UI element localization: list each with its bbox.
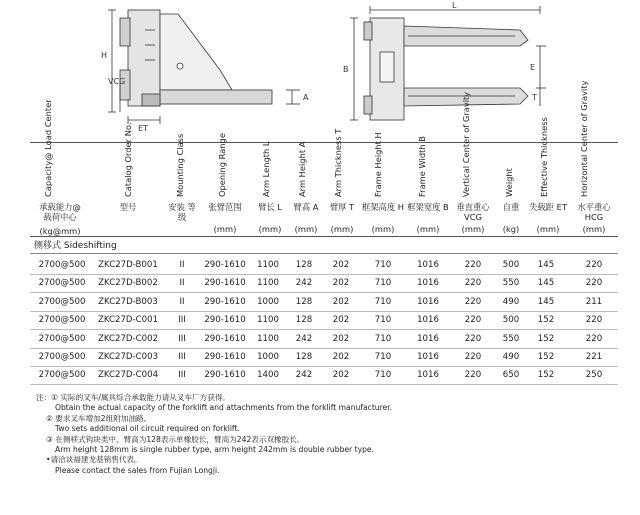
- dim-label-et: ET: [138, 124, 148, 133]
- top-view-drawing: [350, 6, 546, 120]
- header-vcg-en: Vertical Center of Gravity: [461, 91, 471, 197]
- cell-weight: 550: [502, 278, 520, 289]
- header-opening-en: Opening Range: [217, 133, 227, 197]
- cell-weight: 500: [502, 315, 520, 326]
- cell-et: 152: [537, 352, 555, 362]
- cell-hcg: 220: [585, 260, 603, 270]
- section-rule: [30, 253, 618, 254]
- unit-frame-height: (mm): [371, 224, 395, 234]
- cell-frame-width: 1016: [417, 333, 439, 344]
- cell-arm-height: 242: [295, 278, 313, 289]
- cell-arm-length: 1100: [257, 333, 279, 344]
- unit-et: (mm): [536, 224, 560, 234]
- note-line: Two sets additional oil circuit required on forklift.: [55, 424, 240, 434]
- table-row: [0, 294, 640, 312]
- note-line: Arm height 128mm is single rubber type, arm height 242mm is double rubber type.: [55, 445, 374, 455]
- unit-hcg: (mm): [582, 224, 606, 234]
- cell-hcg: 220: [585, 333, 603, 344]
- cell-frame-width: 1016: [417, 260, 439, 270]
- cell-et: 145: [537, 296, 555, 307]
- cell-vcg: 220: [464, 370, 482, 381]
- table-row: [0, 349, 640, 367]
- cell-opening: 290-1610: [204, 352, 246, 362]
- dim-label-t: T: [532, 93, 537, 102]
- cell-capacity: 2700@500: [38, 296, 86, 307]
- cell-arm-thickness: 202: [332, 352, 350, 362]
- header-frame-width-en: Frame Width B: [417, 136, 427, 197]
- header-hcg-cn: 水平重心 HCG: [577, 202, 611, 222]
- cell-arm-length: 1000: [257, 296, 279, 307]
- dim-label-h: H: [101, 51, 108, 60]
- table-row: [0, 331, 640, 349]
- cell-capacity: 2700@500: [38, 370, 86, 381]
- cell-et: 152: [537, 370, 555, 381]
- note-line: 注：① 实际的叉车/属具综合承载能力请从叉车厂方获得。: [36, 393, 231, 402]
- header-frame-height-en: Frame Height H: [373, 132, 383, 197]
- cell-frame-width: 1016: [417, 296, 439, 307]
- header-et-cn: 失载距 ET: [529, 202, 567, 212]
- table-row: [0, 312, 640, 330]
- note-line: ③ 在侧移式钩块类中，臂高为128表示单橡胶长，臂高为242表示双橡胶长。: [46, 434, 305, 444]
- cell-opening: 290-1610: [204, 296, 246, 307]
- header-opening-cn: 张臂范围: [208, 202, 242, 212]
- cell-mounting: II: [179, 278, 185, 289]
- dim-label-e: E: [530, 63, 536, 72]
- unit-opening: (mm): [213, 224, 237, 234]
- cell-vcg: 220: [464, 315, 482, 326]
- note-line: Obtain the actual capacity of the forklift and attachments from the forklift manufacturer.: [55, 403, 393, 413]
- cell-opening: 290-1610: [204, 370, 246, 381]
- header-weight-en: Weight: [504, 168, 514, 197]
- cell-et: 145: [537, 278, 555, 289]
- cell-arm-thickness: 202: [332, 333, 350, 344]
- cell-frame-width: 1016: [417, 352, 439, 362]
- cell-frame-height: 710: [374, 296, 392, 307]
- cell-frame-width: 1016: [417, 370, 439, 381]
- cell-arm-thickness: 202: [332, 296, 350, 307]
- header-arm-length-en: Arm Length L: [261, 141, 271, 197]
- cell-catalog: ZKC27D-C002: [97, 333, 159, 344]
- cell-arm-length: 1100: [257, 278, 279, 289]
- cell-opening: 290-1610: [204, 333, 246, 344]
- cell-opening: 290-1610: [204, 260, 246, 270]
- header-capacity-cn: 承载能力@ 载荷中心: [39, 202, 81, 222]
- header-weight-cn: 自重: [502, 202, 520, 212]
- unit-capacity: (kg@mm): [39, 226, 81, 236]
- footnotes: [36, 393, 626, 476]
- header-mounting-cn: 安装 等级: [168, 202, 196, 222]
- cell-frame-width: 1016: [417, 278, 439, 289]
- cell-frame-width: 1016: [417, 315, 439, 326]
- header-arm-height-en: Arm Height A: [297, 141, 307, 197]
- cell-mounting: II: [179, 296, 185, 307]
- unit-frame-width: (mm): [416, 224, 440, 234]
- unit-arm-length: (mm): [258, 224, 282, 234]
- cell-arm-thickness: 202: [332, 315, 350, 326]
- header-capacity-en: Capacity@ Load Center: [43, 99, 53, 197]
- cell-et: 152: [537, 333, 555, 344]
- cell-frame-height: 710: [374, 315, 392, 326]
- cell-mounting: III: [178, 333, 186, 344]
- cell-arm-length: 1100: [257, 260, 279, 270]
- cell-arm-length: 1100: [257, 315, 279, 326]
- unit-arm-thickness: (mm): [330, 224, 354, 234]
- cell-capacity: 2700@500: [38, 260, 86, 270]
- cell-capacity: 2700@500: [38, 333, 86, 344]
- unit-weight: (kg): [502, 224, 520, 234]
- section-title: 侧移式 Sideshifting: [34, 241, 117, 251]
- cell-hcg: 221: [585, 352, 603, 362]
- cell-frame-height: 710: [374, 370, 392, 381]
- cell-capacity: 2700@500: [38, 278, 86, 289]
- table-row: [0, 257, 640, 275]
- cell-vcg: 220: [464, 278, 482, 289]
- cell-arm-height: 128: [295, 315, 313, 326]
- cell-arm-height: 128: [295, 260, 313, 270]
- cell-frame-height: 710: [374, 278, 392, 289]
- cell-et: 152: [537, 315, 555, 326]
- cell-weight: 490: [502, 352, 520, 362]
- note-line: •请洽谈福建龙基销售代表。: [46, 455, 142, 465]
- cell-catalog: ZKC27D-C003: [97, 352, 159, 362]
- cell-vcg: 220: [464, 352, 482, 362]
- cell-weight: 650: [502, 370, 520, 381]
- cell-arm-thickness: 202: [332, 278, 350, 289]
- cell-catalog: ZKC27D-B001: [98, 260, 158, 270]
- cell-arm-thickness: 202: [332, 370, 350, 381]
- cell-vcg: 220: [464, 296, 482, 307]
- cell-arm-height: 242: [295, 370, 313, 381]
- cell-arm-length: 1400: [257, 370, 279, 381]
- header-frame-height-cn: 框架高度 H: [361, 202, 405, 212]
- dim-label-vcg: VCG: [108, 77, 126, 86]
- cell-arm-length: 1000: [257, 352, 279, 362]
- header-mounting-en: Mounting Class: [175, 133, 185, 197]
- cell-catalog: ZKC27D-B002: [98, 278, 158, 289]
- cell-arm-thickness: 202: [332, 260, 350, 270]
- cell-frame-height: 710: [374, 260, 392, 270]
- cell-vcg: 220: [464, 333, 482, 344]
- note-line: ② 要求叉车增加2组附加油路。: [46, 413, 152, 423]
- cell-weight: 500: [502, 260, 520, 270]
- cell-capacity: 2700@500: [38, 315, 86, 326]
- header-arm-thickness-cn: 臂厚 T: [329, 202, 355, 212]
- cell-et: 145: [537, 260, 555, 270]
- header-hcg-en: Horizontal Center of Gravity: [579, 80, 589, 197]
- cell-arm-height: 128: [295, 296, 313, 307]
- header-frame-width-cn: 框架宽度 B: [407, 202, 449, 212]
- header-arm-height-cn: 臂高 A: [293, 202, 319, 212]
- header-et-en: Effective Thickness: [539, 117, 549, 197]
- header-catalog-cn: 型号: [119, 202, 137, 212]
- cell-mounting: III: [178, 370, 186, 381]
- header-bottom-rule: [30, 236, 618, 237]
- row-rule: [30, 384, 618, 385]
- header-arm-thickness-en: Arm Thickness T: [333, 128, 343, 197]
- cell-mounting: II: [179, 260, 185, 270]
- cell-weight: 490: [502, 296, 520, 307]
- cell-opening: 290-1610: [204, 315, 246, 326]
- cell-mounting: III: [178, 352, 186, 362]
- dim-label-l: L: [452, 1, 457, 10]
- cell-catalog: ZKC27D-C001: [97, 315, 159, 326]
- unit-arm-height: (mm): [294, 224, 318, 234]
- cell-hcg: 211: [585, 296, 603, 307]
- dim-label-a: A: [303, 93, 309, 102]
- cell-arm-height: 128: [295, 352, 313, 362]
- unit-vcg: (mm): [461, 224, 485, 234]
- dim-label-b: B: [343, 65, 349, 74]
- cell-hcg: 250: [585, 370, 603, 381]
- cell-frame-height: 710: [374, 352, 392, 362]
- cell-mounting: III: [178, 315, 186, 326]
- cell-arm-height: 242: [295, 333, 313, 344]
- cell-catalog: ZKC27D-C004: [97, 370, 159, 381]
- side-view-drawing: [108, 10, 300, 124]
- cell-vcg: 220: [464, 260, 482, 270]
- header-vcg-cn: 垂直重心 VCG: [456, 202, 490, 222]
- cell-hcg: 220: [585, 315, 603, 326]
- cell-opening: 290-1610: [204, 278, 246, 289]
- cell-catalog: ZKC27D-B003: [98, 296, 158, 307]
- note-line: Please contact the sales from Fujian Longji.: [55, 465, 220, 475]
- table-row: [0, 367, 640, 385]
- cell-hcg: 220: [585, 278, 603, 289]
- header-arm-length-cn: 臂长 L: [258, 202, 282, 212]
- table-row: [0, 275, 640, 293]
- cell-frame-height: 710: [374, 333, 392, 344]
- header-catalog-en: Catalog Order No.: [123, 122, 133, 197]
- cell-weight: 550: [502, 333, 520, 344]
- table-top-rule: [30, 142, 618, 143]
- cell-capacity: 2700@500: [38, 352, 86, 362]
